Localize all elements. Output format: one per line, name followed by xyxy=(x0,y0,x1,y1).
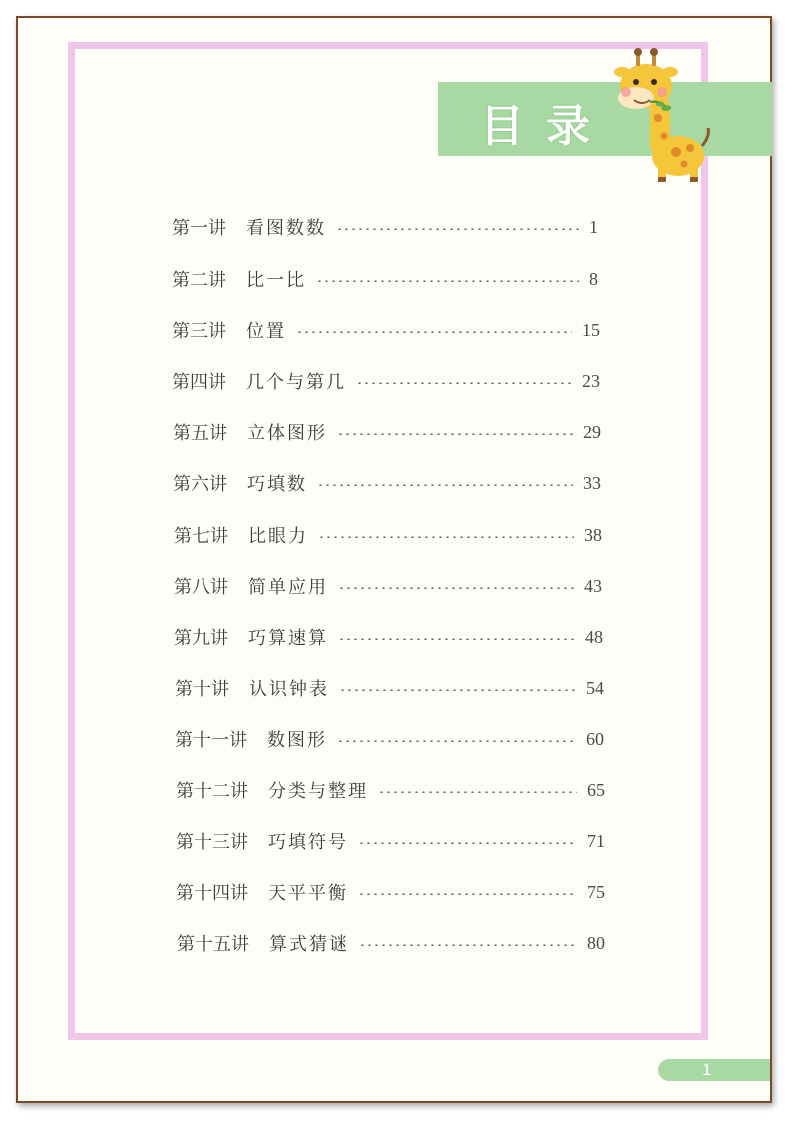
dot-leader xyxy=(338,587,574,589)
lecture-title: 分类与整理 xyxy=(268,781,368,802)
lecture-title: 比一比 xyxy=(246,270,306,291)
toc-entry[interactable] xyxy=(174,571,602,601)
dot-leader xyxy=(317,484,573,486)
page-ref: 29 xyxy=(583,421,601,442)
dot-leader xyxy=(338,638,575,640)
lecture-title: 位置 xyxy=(246,321,286,342)
lecture-title: 简单应用 xyxy=(248,577,328,598)
toc-entry[interactable] xyxy=(175,673,604,703)
lecture-title: 认识钟表 xyxy=(249,679,329,700)
dot-leader xyxy=(378,791,577,793)
toc-entry[interactable] xyxy=(173,468,601,498)
lecture-title: 看图数数 xyxy=(246,218,326,239)
dot-leader xyxy=(337,740,576,742)
page-ref: 71 xyxy=(587,830,605,851)
lecture-title: 比眼力 xyxy=(248,526,308,547)
lecture-number: 第十一讲 xyxy=(175,730,247,751)
page-ref: 65 xyxy=(587,779,605,800)
page-ref: 8 xyxy=(589,268,598,289)
lecture-number: 第六讲 xyxy=(173,474,227,495)
lecture-number: 第一讲 xyxy=(172,218,226,239)
toc-entry[interactable] xyxy=(174,520,602,550)
lecture-number: 第十五讲 xyxy=(177,934,249,955)
dot-leader xyxy=(339,689,576,691)
dot-leader xyxy=(358,842,577,844)
lecture-number: 第七讲 xyxy=(174,526,228,547)
page-ref: 75 xyxy=(587,881,605,902)
dot-leader xyxy=(296,331,572,333)
toc-entry[interactable] xyxy=(172,366,600,396)
toc-entry[interactable] xyxy=(177,928,605,958)
toc-entry[interactable] xyxy=(176,775,605,805)
lecture-number: 第十三讲 xyxy=(176,832,248,853)
toc-entry[interactable] xyxy=(172,315,600,345)
page-ref: 60 xyxy=(586,728,604,749)
dot-leader xyxy=(337,433,573,435)
lecture-title: 几个与第几 xyxy=(246,372,346,393)
lecture-number: 第十讲 xyxy=(175,679,229,700)
page-ref: 54 xyxy=(586,677,604,698)
page-ref: 80 xyxy=(587,932,605,953)
lecture-title: 立体图形 xyxy=(247,423,327,444)
page-ref: 1 xyxy=(589,216,598,237)
dot-leader xyxy=(316,280,579,282)
toc-entry[interactable] xyxy=(172,264,598,294)
lecture-title: 巧算速算 xyxy=(248,628,328,649)
page-ref: 33 xyxy=(583,472,601,493)
toc-entry[interactable] xyxy=(175,724,604,754)
lecture-title: 巧填符号 xyxy=(268,832,348,853)
lecture-title: 天平平衡 xyxy=(268,883,348,904)
dot-leader xyxy=(336,228,579,230)
lecture-number: 第十二讲 xyxy=(176,781,248,802)
lecture-title: 算式猜谜 xyxy=(269,934,349,955)
page-ref: 48 xyxy=(585,626,603,647)
toc-entry[interactable] xyxy=(174,622,603,652)
page-number-tab xyxy=(658,1059,770,1081)
toc-entry[interactable] xyxy=(173,417,601,447)
page-ref: 15 xyxy=(582,319,600,340)
dot-leader xyxy=(358,893,577,895)
lecture-number: 第八讲 xyxy=(174,577,228,598)
dot-leader xyxy=(356,382,572,384)
toc-entry[interactable] xyxy=(172,212,598,242)
lecture-number: 第九讲 xyxy=(174,628,228,649)
lecture-number: 第三讲 xyxy=(172,321,226,342)
lecture-title: 数图形 xyxy=(267,730,327,751)
toc-entry[interactable] xyxy=(176,826,605,856)
lecture-number: 第二讲 xyxy=(172,270,226,291)
page-ref: 23 xyxy=(582,370,600,391)
page-ref: 43 xyxy=(584,575,602,596)
lecture-number: 第五讲 xyxy=(173,423,227,444)
lecture-number: 第十四讲 xyxy=(176,883,248,904)
dot-leader xyxy=(318,536,574,538)
lecture-number: 第四讲 xyxy=(172,372,226,393)
lecture-title: 巧填数 xyxy=(247,474,307,495)
page-title: 目录 xyxy=(480,101,612,152)
dot-leader xyxy=(359,944,577,946)
page-ref: 38 xyxy=(584,524,602,545)
toc-entry[interactable] xyxy=(176,877,605,907)
page-number: 1 xyxy=(702,1060,712,1079)
